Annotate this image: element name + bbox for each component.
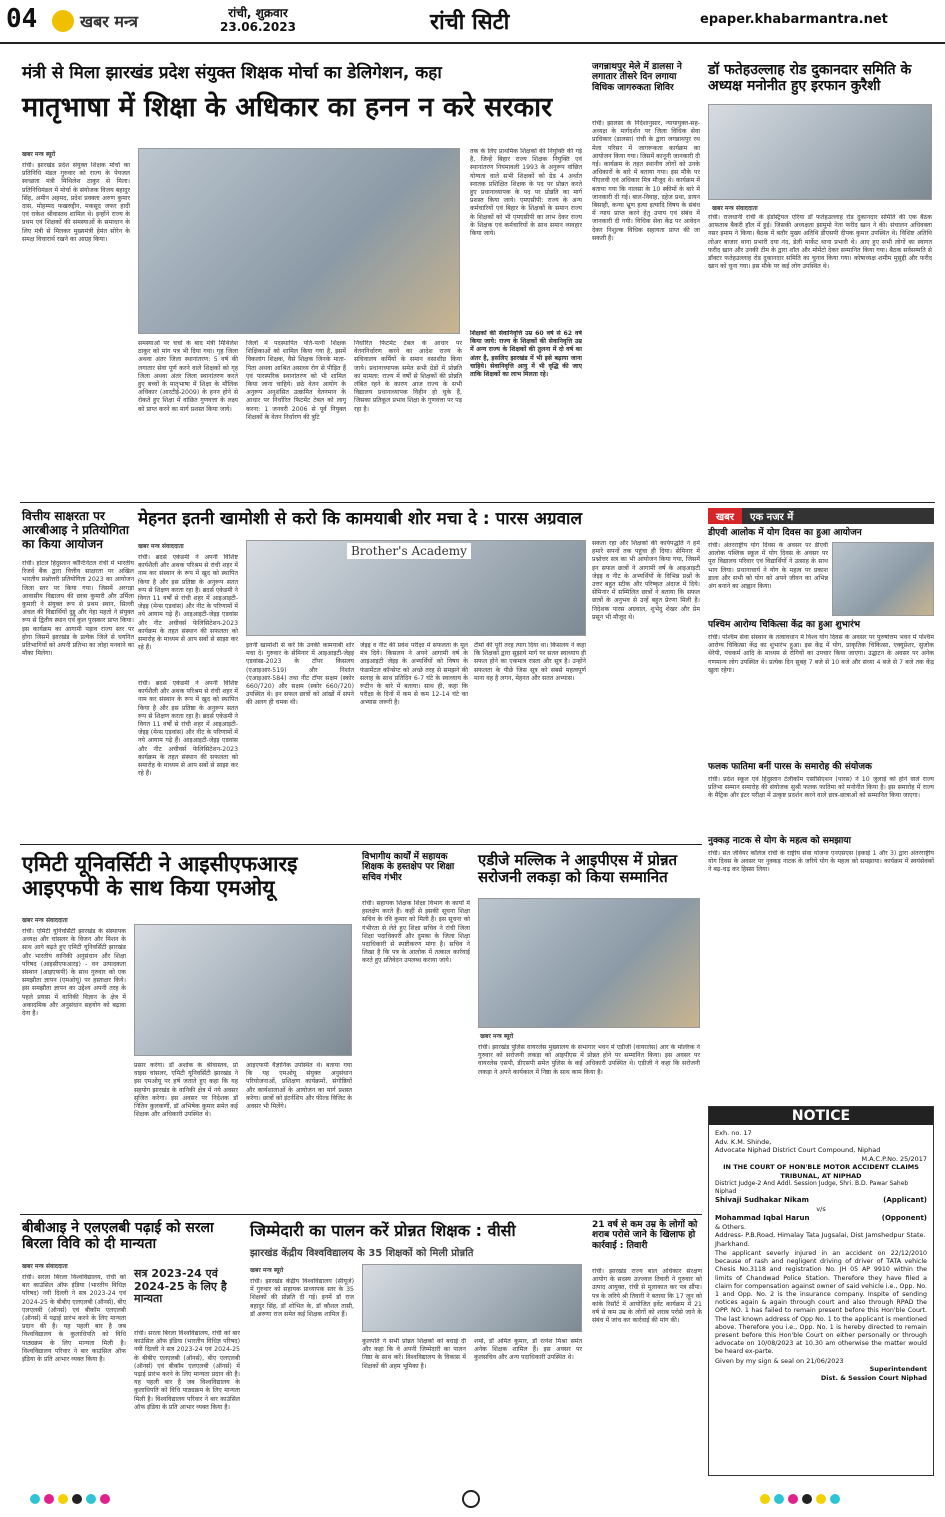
cyan-dot [30,1494,40,1504]
cyan-dot [830,1494,840,1504]
divider [20,1214,702,1215]
yellow-dot [760,1494,770,1504]
story6-col-b: प्रसार करेगा। डॉ अशोक के श्रीवास्तव, प्रो वाइस चांसलर, एमिटी यूनिवर्सिटी झारखंड ने इस एमओयू पर हर्ष जताते हुए कहा कि यह सहयोग झारखंड के वानिकी क्षेत्र में नये अवसर सृजित करेगा। इस अवसर पर निदेशक डॉ नितिन कुलकर्णी, डॉ अभिषेक कुमार समेत कई शिक्षक और अधिकारी उपस्थित थे। [134,1062,238,1119]
story1-photo [138,148,460,334]
story11-headline: 21 वर्ष से कम उम्र के लोगों को शराब परोसे जाने के खिलाफ हो कार्रवाई : तिवारी [592,1220,698,1251]
story1-col-b: समस्याओं पर चर्चा के बाद मंत्री मिथिलेश ठाकुर को मांग पत्र भी दिया गया। गृह जिला अथवा अंतर जिला स्थानांतरण: 5 वर्ष की लगातार सेवा पूर्ण करने वाले शिक्षकों को गृह जिला अथवा अंतर जिला स्थानांतरण करते हुए बच्चों के मातृभाषा में शिक्षा के मौलिक अधिकार (आरटीई-2009) के हनन होने से रोकते हुए शिक्षा में वांछित गुणवत्ता के लक्ष्य को प्राप्त करने का मार्ग प्रशस्त किया जाये। [138,340,238,413]
story10-subhead: झारखंड केंद्रीय विश्वविद्यालय के 35 शिक्षकों को मिली प्रोन्नति [250,1248,474,1259]
divider [20,844,702,845]
story3-photo [708,104,932,200]
masthead [0,0,945,44]
story1-kicker: मंत्री से मिला झारखंड प्रदेश संयुक्त शिक्षक मोर्चा का डेलिगेशन, कहा [22,63,442,83]
story1-col-d: निर्धारित फिटमेंट टेबल के आधार पर वेतननिर्धारण करने का आदेश राज्य के सचिवालय कर्मियों के समान वसाशीघ्र किया जाये। प्रधानाध्यापक समेत सभी ग्रेडों में प्रोन्नति का मामला: राज्य में वर्षों से शिक्षकों की प्रोन्नति लंबित रहने के कारण आज राज्य के सभी विद्यालय प्रधानाध्यापक विहीन हो चुके हैं, जिसका प्रतिकूल प्रभाव शिक्षा के गुणवत्ता पर पड़ रहा है। [354,340,462,413]
black-dot [72,1494,82,1504]
cyan-dot [774,1494,784,1504]
notice-opponent: Mohammad Iqbal Harun [715,1213,810,1222]
story6-col-c: आइएफपी वैज्ञानिक उपस्थित थे। बताया गया कि यह एमओयू संयुक्त अनुसंधान परियोजनाओं, प्रशिक्षण कार्यक्रमों, संगोष्ठियों और कार्यशालाओं के आयोजन का मार्ग प्रशस्त करेगा। छात्रों को इंटर्नशिप और फील्ड विजिट के अवसर भी मिलेंगे। [246,1062,352,1111]
registration-marks-left [30,1494,110,1504]
story5-col-e: सकता रहा और शिक्षकों की कार्यपद्धति ने हमें हमारे सपनों तक पहुंचा ही दिया। सेमिनार में प्रश्नोत्तर सत्र का भी आयोजन किया गया, जिसमें इन सफल छात्रों ने आगामी वर्ष के आइआइटी जेइइ व नीट के अभ्यर्थियों के विभिन्न प्रश्नों के उत्तर बहुत स्टीक और परिष्कृत अंदाज में दिये। सेमिनार में सम्मिलित छात्रों ने बताया कि सफल छात्रों के अनुभव से उन्हें बहुत प्रेरणा मिली है। निदेशक पारस अग्रवाल, शुभेंदु शेखर और प्रेम प्रसून भी मौजूद थे। [592,540,700,621]
dateline-city-day: रांची, शुक्रवार [228,6,288,20]
yellow-dot [816,1494,826,1504]
section-title: रांची सिटी [430,10,510,35]
story3-text: रांची। राजधानी रांची के इंडस्ट्रियल एरिया डॉ फतेहउल्लाह रोड दुकानदार समिति की एक बैठक आफताब बैकरी हॉल में हुई। जिसकी अध्यक्षता झामुमो नेता फरीद खान ने की। संचालन अधिवक्ता नसर इमाम ने किया। बैठक में बतौर मुख्य अतिथि डीएसपी दीपक कुमार उपस्थित थे। विशिष्ट अतिथि लोअर बाजार थाना प्रभारी दया नंद, डेली मार्केट थाना प्रभारी थे। आए हुए सभी लोगों का स्वागत फरीद खान और उनकी टीम के द्वारा शॉल और मोमेंटो देकर सम्मानित किया गया। बैठक सर्वसम्मति से डॉक्टर फतेहउल्लाह रोड दुकानदार समिति का चुनाव किया गया। कोषाध्यक्ष शमीम मुसुद्दी और फरीद खान को चुना गया। इस मौके पर कई लोग उपस्थित थे। [708,214,932,271]
story2-text: रांची। झालसा के निर्देशानुसार, न्यायायुक्त-सह-अध्यक्ष के मार्गदर्शन पर जिला विधिक सेवा प्राधिकार (डालसा) रांची के द्वारा जगन्नाथपुर रथ मेला परिसर में जागरूकता कार्यक्रम का आयोजन किया गया। जिसमें कानूनी जानकारी दी गई। कार्यक्रम के तहत स्थानीय लोगों को उनके अधिकारों के बारे में बताया गया। इस मौके पर पीएलवी एवं अधिकार मित्र मौजूद थे। कार्यक्रम में बताया गया कि नालसा के 10 स्कीमों के बारे में जानकारी दी गई। बाल-विवाह, दहेज प्रथा, डायन बिसाही, कन्या भ्रूण हत्या इत्यादि विषय के संबंध में न्याय प्राप्त करने हेतु उपाय एवं संबंध में जानकारी दी गयी। विधिक सेवा केंद्र पर आवेदन देकर निशुल्क विधिक सहायता प्राप्त की जा सकती है। [592,120,700,242]
story7-kicker: विभागीय कार्यों में सहायक शिक्षक के हस्तक्षेप पर शिक्षा सचिव गंभीर [362,852,455,883]
notice-applicant: Shivaji Sudhakar Nikam [715,1196,809,1204]
dateline-date: 23.06.2023 [220,20,296,34]
khabar-item3-head: फलक फातिमा बनीं पारस के समारोह की संयोजक [708,762,872,772]
story9-headline: बीबीआइ ने एलएलबी पढ़ाई को सरला बिरला विवि को दी मान्यता [22,1220,214,1253]
notice-vs: v/s [816,1205,826,1213]
story8-text: रांची। झारखंड पुलिस वायरलेस मुख्यालय के सभागार भवन में एडीजी (वायरलेस) आर के मल्लिक ने गुरुवार को सरोजनी लकड़ा को आइपीएस में प्रोन्नत होने पर सम्मानित किया। इस अवसर पर वायरलेस एसपी, डीएसपी समेत पुलिस के कई अधिकारी उपस्थित थे। एडीजी ने कहा कि सरोजनी लकड़ा ने अपने कार्यकाल में निष्ठा के साथ काम किया है। [478,1044,700,1076]
khabar-title: एक नजर में [742,508,934,524]
story1-col-f: शिक्षकों की सेवानिवृत्ति उम्र 60 वर्ष से 62 वर्ष किया जाये: राज्य के शिक्षकों की सेवानिवृत्ति उम्र में अन्य राज्य के शिक्षकों की तुलना में दो वर्ष का अंतर है, इसलिए झारखंड में भी इसे बढ़ाया जाना चाहिये। सेवानिवृत्ति आयु में भी वृद्धि की जाए ताकि शिक्षकों का लाभ मिलता रहे। [470,330,582,379]
divider [20,502,935,503]
yellow-dot [58,1494,68,1504]
registration-crosshair-icon [462,1490,480,1508]
registration-marks-right [760,1494,840,1504]
khabar-box-header [708,508,934,524]
legal-notice [708,1106,934,1476]
story8-byline: खबर मन्त्र ब्यूरो [480,1033,514,1040]
story3-byline: खबर मन्त्र संवाददाता [712,205,758,212]
story10-col-a: रांची। झारखंड केंद्रीय विश्वविद्यालय (सीयूजे) में गुरुवार को सहायक प्राध्यापक स्तर के 35 शिक्षकों की प्रोन्नति दी गई। इनमें डॉ राज बहादुर सिंह, डॉ शोभित के, डॉ कौशल तासी, डॉ अरुणा राज समेत कई शिक्षक शामिल हैं। [250,1278,354,1318]
story10-headline: जिम्मेदारी का पालन करें प्रोन्नत शिक्षक : वीसी [250,1221,516,1240]
story5-byline: खबर मन्त्र संवाददाता [138,543,184,550]
story5-col-d: टीमों की पूरी तरह त्याग दिया था। किसलय ने कहा कि शिक्षकों द्वारा सुझाये मार्ग पर सतत स्वाध्याय ही सफल होने का एकमात्र रास्ता और सूत्र है। उन्होंने सफलता के पीछे जिस सूत्र को सबसे महत्वपूर्ण माना वह है लगन, मेहनत और सतत अभ्यास। [474,642,586,682]
story4-headline: वित्तीय साक्षरता पर आरबीआइ ने प्रतियोगिता का किया आयोजन [22,509,129,551]
dateline [220,6,296,34]
notice-opponent-role: (Opponent) [881,1213,927,1222]
notice-district: District Judge-2 And Addl. Session Judge, Shri. B.D. Pawar Saheb Niphad [715,1180,909,1195]
notice-case-no: M.A.C.P.No. 25/2017 [861,1154,927,1163]
magenta-dot [100,1494,110,1504]
story8-photo [478,898,700,1028]
story10-col-c: शर्मा, डॉ अमित कुमार, डॉ रत्नेश मिश्रा समेत अनेक शिक्षक शामिल हैं। इस अवसर पर कुलसचिव और अन्य पदाधिकारी उपस्थित थे। [474,1338,582,1362]
page-number: 04 [6,4,38,34]
story5-banner: Brother's Academy [347,543,471,559]
khabar-item4-text: रांची। संत जेवियर कॉलेज रांची के राष्ट्रीय सेवा योजना एनएसएस (इकाई 1 और 3) द्वारा अंतरराष्ट्रीय योग दिवस के अवसर पर नुक्कड़ नाटक के जरिये योग के महत्व को समझाया। कार्यक्रम में स्वयंसेवकों ने बढ़-चढ़ कर हिस्सा लिया। [708,850,934,874]
story5-col-b: इतनी खामोशी से करें कि उनकी कामयाबी शोर मचा दे। गुरुवार के सेमिनार में आइआइटी-जेइइ एडवांस्ड-2023 के टॉपर किसलय (एआइआर-519) और निशांत (एआइआर-584) तथा नीट टॉपर सक्षम (स्कोर 660/720) और सक्षम (स्कोर 660/720) उपस्थित थे। इन सफल छात्रों को आंखों में सपने की अलग ही चमक थी। [246,642,354,707]
brand [52,10,138,32]
epaper-link[interactable]: epaper.khabarmantra.net [700,12,888,27]
story10-byline: खबर मन्त्र ब्यूरो [250,1267,284,1274]
story1-col-e: तक के लिए प्राथमिक शिक्षकों की नियुक्ति की गई है, जिन्हें बिहार राज्य शिक्षक नियुक्ति एवं स्थानांतरण नियमावली 1993 के अनुरूप वांछित योग्यता वाले सभी शिक्षकों को ग्रेड 4 अर्थात स्नातक प्रशिक्षित शिक्षक के पद पर प्रोन्नत करते हुए प्रधानाध्यापक के पद पर प्रोन्नति का मार्ग प्रशस्त किया जाये। एमएसीपी: राज्य के अन्य कर्मचारियों एवं बिहार के शिक्षकों के समान राज्य के शिक्षकों को भी एमएसीपी का लाभ देकर राज्य के शिक्षक एवं कर्मचारियों के साथ समान व्यवहार किया जाये। [470,148,582,238]
story5-col-a: रांची। ब्रदर्स एकेडमी ने अपनी विशिष्ट कार्यशैली और अथक परिश्रम से रांची शहर में नाम कर संस्थान के रूप में खुद को स्थापित किया है और इस प्रतिष्ठा के अनुरूप सतत रूप से शिक्षण करता रहा है। ब्रदर्स एकेडमी ने विगत 11 वर्षों से रांची शहर में आइआइटी-जेइइ (मेन्स एडवांस) और नीट के परिणामों में नये आयाम गढ़े हैं। आइआइटी-जेइइ एडवांस और नीट अचीवर्स फेलिसिटेशन-2023 कार्यक्रम के तहत संस्थान की सफलता को समारोह के माध्यम से आप सबों से साझा कर रहे हैं। [138,680,238,778]
story7-text: रांची। सहायक शिक्षक शिक्षा विभाग के कार्यों में हस्तक्षेप करते हैं। कहीं से इसकी सूचना शिक्षा सचिव के रवि कुमार को मिली है। इस सूचना को गंभीरता से लेते हुए शिक्षा सचिव ने रांची जिला शिक्षा पदाधिकारी और दुमका के जिला शिक्षा पदाधिकारी से स्पष्टीकरण मांगा है। सचिव ने लिखा है कि पत्र के आलोक में तत्काल कार्रवाई करते हुए प्रतिवेदन उपलब्ध कराया जाये। [362,900,470,965]
story5-photo [246,540,586,636]
story1-byline: खबर मन्त्र ब्यूरो [22,151,56,158]
notice-address: Address- P.B.Road, Himalay Tata Jugsalai, Dist Jamshedpur State. Jharkhand. [715,1231,926,1248]
notice-body: The applicant severly injured in an accident on 22/12/2010 because of rash and negligent driving of driver of TATA vehicle Chesis No.3118 and registration No. JH 05 AP 9910 within the limits of Chandwad Police Station. Therefore they have filed a claim for compensation against owner of said vehicle i.e., Opp. No. 1 and Opp. No. 2 is the insurance company. Inspite of sending notices again & again through court and also through RPAD the OPP. NO. 1 has failed to remain present before this Hon'ble Court. The last known address of Opp No. 1 to the applicant is mentioned above. Therefore you i.e., Opp. No. 1 is hereby directed to remain present before this Hon'ble Court on either personally or through advocate on 10/08/2023 at 10.30 am otherwise the matter would be heard ex-parte. [715,1250,927,1356]
story6-headline: एमिटी यूनिवर्सिटी ने आइसीएफआरइ आइएफपी के साथ किया एमओयू [22,852,298,901]
story6-photo [134,924,352,1056]
khabar-item2-head: पश्चिम आरोग्य चिकित्सा केंद्र का हुआ शुभारंभ [708,620,861,630]
khabar-item2-text: रांची। पश्चिम सेवा संस्थान के तत्वावधान में विश्व योग दिवस के अवसर पर पुरुषोत्तम भवन में पश्चिम आरोग्य चिकित्सा केंद्र का शुभारंभ हुआ। इस केंद्र में योग, प्राकृतिक चिकित्सा, एक्यूप्रेशर, सुजोक थेरेपी, पंचकर्म आदि के माध्यम से रोगियों का उपचार किया जाएगा। उद्घाटन के अवसर पर अनेक गणमान्य लोग उपस्थित थे। प्रत्येक दिन सुबह 7 बजे से 10 बजे और संध्या 4 बजे से 7 बजे तक केंद्र खुला रहेगा। [708,634,934,674]
notice-title: NOTICE [709,1107,933,1125]
brand-logo-icon [52,10,74,32]
magenta-dot [788,1494,798,1504]
khabar-tag: खबर [708,508,742,524]
story3-headline: डॉ फतेहउल्लाह रोड दुकानदार समिति के अध्यक्ष मनोनीत हुए इरफान कुरैशी [708,62,912,95]
story9-byline: खबर मन्त्र संवाददाता [22,1263,68,1270]
khabar-item1-head: डीएवी आलोक में योग दिवस का हुआ आयोजन [708,528,862,538]
khabar-item4-head: नुक्कड़ नाटक से योग के महत्व को समझाया [708,836,851,846]
notice-sign-title: Superintendent [869,1365,927,1374]
story5-col-a-top: रांची। ब्रदर्स एकेडमी ने अपनी विशिष्ट कार्यशैली और अथक परिश्रम से रांची शहर में नाम कर संस्थान के रूप में खुद को स्थापित किया है और इस प्रतिष्ठा के अनुरूप सतत रूप से शिक्षण करता रहा है। ब्रदर्स एकेडमी ने विगत 11 वर्षों से रांची शहर में आइआइटी-जेइइ (मेन्स एडवांस) और नीट के परिणामों में नये आयाम गढ़े हैं। आइआइटी-जेइइ एडवांस और नीट अचीवर्स फेलिसिटेशन-2023 कार्यक्रम के तहत संस्थान की सफलता को समारोह के माध्यम से आप सबों से साझा कर रहे हैं। [138,554,238,652]
khabar-item3-text: रांची। प्रदेश स्कूल एवं हिंदुस्तान टेलीकॉम एसोसिएशन (पारस) ने 10 जुलाई को होने वाले राज्य प्रतिभा सम्मान समारोह की संयोजक सुश्री फलक फातिमा को मनोनीत किया है। इस समारोह में राज्य के मैट्रिक और इंटर परीक्षा में उत्कृष्ट प्रदर्शन करने वाले छात्र-छात्राओं को सम्मानित किया जाएगा। [708,776,934,800]
story1-col-a: रांची। झारखंड प्रदेश संयुक्त शिक्षक मोर्चा का प्रतिनिधि मंडल गुरुवार को राज्य के पेयजल स्वच्छता मंत्री मिथिलेश ठाकुर से मिला। प्रतिनिधिमंडल में मोर्चा के संयोजक विजय बहादुर सिंह, अमीन अहमद, प्रदेश प्रवक्ता अरुण कुमार दास, मोहम्मद फखरुद्दीन, मकसूद जफर हादी एवं राकेश श्रीवास्तव शामिल थे। इन्होंने राज्य के प्रथम एवं शिक्षकों की समस्याओं के समाधान के लिए मंत्री से मिलकर मुख्यमंत्री हेमंत सोरेन के समक्ष विचारार्थ रखने का आग्रह किया। [22,162,130,243]
magenta-dot [44,1494,54,1504]
story10-col-b: कुलपति ने सभी प्रोन्नत शिक्षकों को बधाई दी और कहा कि वे अपनी जिम्मेदारी का पालन निष्ठा के साथ करें। विश्वविद्यालय के विकास में शिक्षकों की अहम भूमिका है। [362,1338,466,1370]
notice-adv: Adv. K.M. Shinde, [715,1137,772,1146]
khabar-item1-text: रांची। अंतरराष्ट्रीय योग दिवस के अवसर पर डीएवी आलोक पब्लिक स्कूल में योग दिवस के अवसर पर पूरा विद्यालय परिवार एवं विद्यार्थियों ने उत्साह के साथ भाग लिया। प्रधानाचार्य ने योग के महत्व पर प्रकाश डाला और सभी को योग को अपने जीवन का अभिन्न अंग बनाने का आह्वान किया। [708,542,828,591]
black-dot [802,1494,812,1504]
notice-court: IN THE COURT OF HON'BLE MOTOR ACCIDENT CLAIMS TRIBUNAL, AT NIPHAD [723,1163,919,1180]
story1-headline: मातृभाषा में शिक्षा के अधिकार का हनन न करे सरकार [22,92,553,123]
khabar-item1-photo [832,542,934,616]
story1-col-c: जिलों में पदस्थापित पति-पत्नी शिक्षक शिक्षिकाओं को शामिल किया गया है, इसमें विकलांग शिक्षक, वैसे शिक्षक जिनके माता-पिता अथवा आश्रित असाध्य रोग से पीड़ित हैं एवं पारस्परिक स्थानांतरण को भी शामिल किया जाना चाहिये। छठे वेतन आयोग के अनुरूप अनुशंसित उत्क्रमित वेतनमान के आधार पर निर्धारित फिटमेंट टेबल को लागू करना: 1 जनवरी 2006 से पूर्व नियुक्त शिक्षकों के वेतन निर्धारण की त्रुटि [246,340,346,421]
notice-applicant-role: (Applicant) [883,1196,927,1204]
story2-kicker: जगन्नाथपुर मेले में डालसा ने लगातार तीसरे दिन लगाया विधिक जागरुकता शिविर [592,62,682,93]
notice-sign-office: Dist. & Session Court Niphad [820,1373,927,1382]
brand-name: खबर मन्त्र [80,12,138,31]
notice-adv-address: Advocate Niphad District Court Compound, Niphad [715,1146,881,1154]
notice-others: & Others. [715,1222,747,1231]
story9-col-b: रांची। सरला बिरला विश्वविद्यालय, रांची को बार काउंसिल ऑफ इंडिया (भारतीय विधिज्ञ परिषद) नयी दिल्ली ने सत्र 2023-24 एवं 2024-25 के बीबीए एलएलबी (ऑनर्स), बीए एलएलबी (ऑनर्स) एवं बीकॉम एलएलबी (ऑनर्स) में पढ़ाई प्रारंभ करने के लिए मान्यता प्रदान की है। यह पहली बार है जब विश्वविद्यालय के कुलाधिपति को विधि पाठ्यक्रम के लिए मान्यता मिली है। विश्वविद्यालय परिवार ने बार काउंसिल ऑफ इंडिया के प्रति आभार व्यक्त किया है। [134,1330,240,1411]
story8-headline: एडीजे मल्लिक ने आइपीएस में प्रोन्नत सरोजनी लकड़ा को किया सम्मानित [478,851,678,887]
notice-exh: Exh. no. 17 [715,1129,752,1137]
story5-headline: मेहनत इतनी खामोशी से करो कि कामयाबी शोर मचा दे : पारस अग्रवाल [138,509,582,529]
story4-text: रांची। होटल हिंदुस्तान कॉन्टिनेंटल रांची में भारतीय रिजर्व बैंक द्वारा वित्तीय साक्षरता पर अखिल भारतीय प्रश्नोत्तरी प्रतियोगिता 2023 का आयोजन जिला स्तर पर किया गया। जिसमें अरगड़ा आवासीय विद्यालय की छात्रा कुमारी और उर्मिला कुमारी ने संयुक्त रूप से प्रथम स्थान, सिल्ली अंचल की विद्यार्थियों दुद्दू और नेहा महतो ने संयुक्त रूप से द्वितीय स्थान एवं कुल पुरस्कार प्राप्त किया। इस कार्यक्रम का आगामी पड़ाव राज्य स्तर पर होगा जिसमें झारखंड के प्रत्येक जिले से चयनित प्रतिभागियों को अपनी प्रतिभा का लोहा मनवाने का मौका मिलेगा। [22,560,134,658]
cyan-dot [86,1494,96,1504]
story5-col-c: जेइइ व नीट की प्रवेश परीक्षा में सफलता के मूल मंत्र दिये। किसलय ने अपने आगामी वर्ष के आइआइटी जेइइ के अभ्यर्थियों को विषय के फंडामेंटल कॉन्सेप्ट को अच्छे तरह से समझने की सलाह के साथ प्रतिदिन 6-7 घंटे के स्वाध्याय के रूटीन के बारे में बताया। साथ ही, कहा कि परीक्षा के दिनों में कम से कम 12-14 घंटे का अभ्यास जरूरी है। [360,642,468,707]
notice-given: Given by my sign & seal on 21/06/2023 [715,1356,844,1365]
story6-byline: खबर मन्त्र संवाददाता [22,917,68,924]
story10-photo [362,1264,582,1332]
story9-pull-quote: सत्र 2023-24 एवं 2024-25 के लिए है मान्यता [134,1267,227,1306]
story9-col-a: रांची। सरला बिरला विश्वविद्यालय, रांची को बार काउंसिल ऑफ इंडिया (भारतीय विधिज्ञ परिषद) नयी दिल्ली ने सत्र 2023-24 एवं 2024-25 के बीबीए एलएलबी (ऑनर्स), बीए एलएलबी (ऑनर्स) एवं बीकॉम एलएलबी (ऑनर्स) में पढ़ाई प्रारंभ करने के लिए मान्यता प्रदान की है। यह पहली बार है जब विश्वविद्यालय के कुलाधिपति को विधि पाठ्यक्रम के लिए मान्यता मिली है। विश्वविद्यालय परिवार ने बार काउंसिल ऑफ इंडिया के प्रति आभार व्यक्त किया है। [22,1274,126,1364]
story6-col-a: रांची। एमिटी यूनिवर्सिटी झारखंड के संस्थापक अध्यक्ष और चांसलर के विजन और मिशन के साथ आगे बढ़ते हुए एमिटी यूनिवर्सिटी झारखंड और भारतीय वानिकी अनुसंधान और शिक्षा परिषद (आइसीएफआरइ) - वन उत्पादकता संस्थान (आइएफपी) के साथ गुरुवार को एक समझौता ज्ञापन (एमओयू) पर हस्ताक्षर किये। इस समझौता ज्ञापन का उद्देश्य अपनी तरह के पहले प्रयास में वानिकी विज्ञान के क्षेत्र में अकादमिक और अनुसंधान सहयोग को बढ़ावा देना है। [22,928,126,1018]
story11-text: रांची। झारखंड राज्य बाल अधिकार संरक्षण आयोग के सदस्य उज्ज्वल तिवारी ने गुरुवार को उत्पाद आयुक्त, रांची से मुलाकात कर पत्र सौंपा। पत्र के जरिये श्री तिवारी ने बताया कि 17 जून को कांके रिसॉर्ट में आयोजित इवेंट कार्यक्रम में 21 वर्ष से कम उम्र के लोगों को शराब परोसे जाने के संबंध में जांच कर कार्रवाई की मांग की। [592,1268,702,1325]
